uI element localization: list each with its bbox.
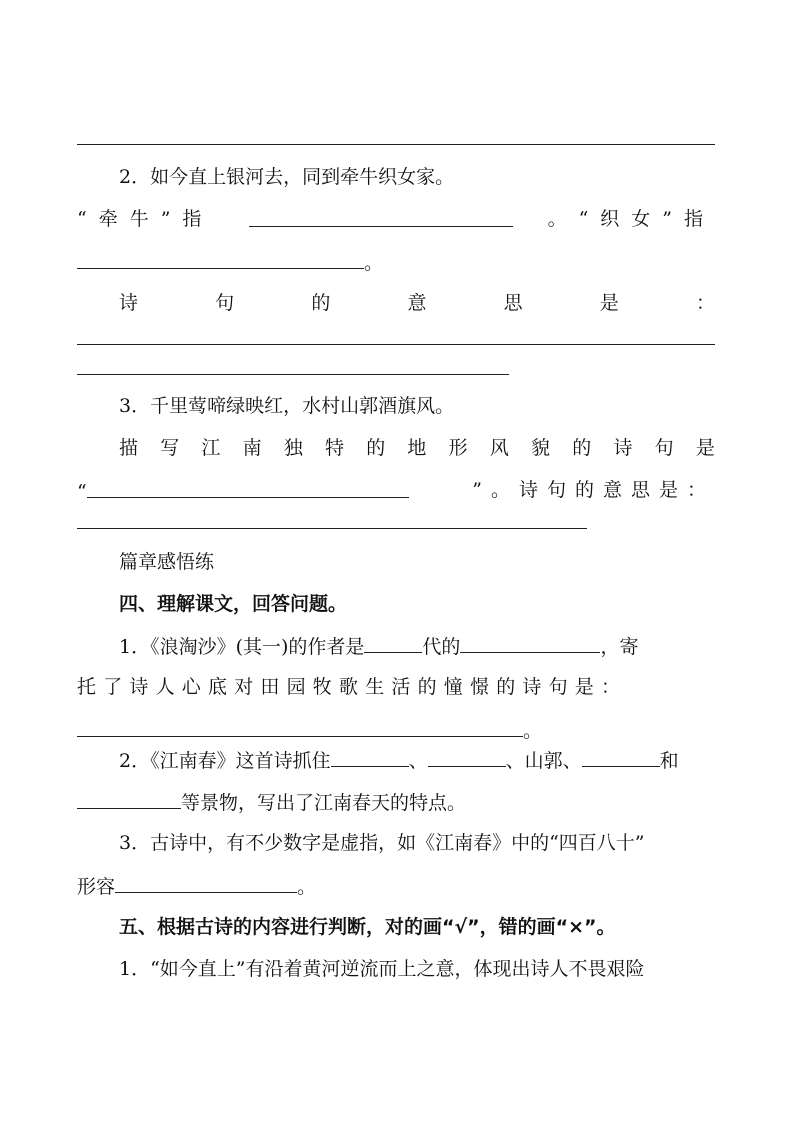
- part-4-question-1-line2: 托了诗人心底对田园牧歌生活的憧憬的诗句是：: [77, 676, 628, 698]
- question-2-meaning: [119, 290, 715, 316]
- part-4-question-3: 3．古诗中，有不少数字是虚指，如《江南春》中的“四百八十”: [119, 832, 645, 854]
- prompt-text: 。“织女”指: [547, 208, 715, 230]
- char: 写: [160, 437, 180, 459]
- char: 的: [311, 292, 331, 314]
- answer-blank[interactable]: [77, 788, 181, 809]
- question-text: 等景物，写出了江南春天的特点。: [181, 792, 467, 814]
- open-quote: “: [77, 481, 87, 503]
- question-3-answer: [77, 477, 715, 505]
- end-mark: 。: [297, 876, 317, 898]
- answer-blank[interactable]: [87, 477, 409, 498]
- answer-blank[interactable]: [249, 206, 513, 227]
- answer-blank[interactable]: [331, 746, 409, 767]
- part-4-heading: 四、理解课文，回答问题。: [119, 593, 348, 615]
- char: 意: [407, 292, 427, 314]
- char: 句: [654, 437, 674, 459]
- question-2: [119, 164, 715, 190]
- char: 思: [503, 292, 523, 314]
- question-3-description: [119, 435, 715, 461]
- char: 是: [599, 292, 619, 314]
- answer-blank[interactable]: [460, 632, 600, 653]
- char: 的: [366, 437, 386, 459]
- char: ：: [695, 292, 715, 314]
- question-text: 1．《浪淘沙》(其一)的作者是: [119, 636, 365, 658]
- end-mark: 。: [364, 252, 384, 274]
- part-4-question-3-line2: [77, 872, 715, 900]
- answer-blank[interactable]: [582, 746, 660, 767]
- answer-line: [77, 528, 587, 529]
- answer-blank[interactable]: [115, 872, 297, 893]
- prompt-text: “牵牛”指: [77, 208, 214, 230]
- char: 句: [215, 292, 235, 314]
- question-text: ，寄: [600, 636, 639, 658]
- part-4-question-1: [119, 632, 715, 660]
- char: 江: [201, 437, 221, 459]
- prompt-text: ”。诗句的意思是：: [472, 479, 715, 501]
- char: 南: [242, 437, 262, 459]
- answer-line: [77, 344, 715, 345]
- answer-blank[interactable]: [428, 746, 506, 767]
- char: 风: [489, 437, 509, 459]
- part-5-heading: 五、根据古诗的内容进行判断，对的画“√”，错的画“×”。: [119, 916, 616, 938]
- char: 地: [407, 437, 427, 459]
- char: 的: [572, 437, 592, 459]
- question-text: 代的: [422, 636, 461, 658]
- char: 描: [119, 437, 139, 459]
- question-text: 形容: [77, 876, 116, 898]
- char: 诗: [119, 292, 139, 314]
- char: 貌: [531, 437, 551, 459]
- section-title: 篇章感悟练: [119, 551, 215, 573]
- question-text: 2．如今直上银河去，同到牵牛织女家。: [119, 166, 455, 188]
- question-text: 、山郭、: [505, 750, 582, 772]
- question-text: 2．《江南春》这首诗抓住: [119, 750, 331, 772]
- part-4-question-1-answer: [77, 716, 715, 744]
- part-4-question-2: [119, 746, 715, 774]
- question-text: 3．千里莺啼绿映红，水村山郭酒旗风。: [119, 395, 455, 417]
- char: 形: [448, 437, 468, 459]
- end-mark: 。: [523, 720, 543, 742]
- question-2-zhinu-answer: [77, 248, 715, 276]
- answer-blank[interactable]: [364, 632, 422, 653]
- answer-line: [77, 144, 715, 145]
- answer-blank[interactable]: [77, 248, 364, 269]
- part-5-question-1: 1．“如今直上”有沿着黄河逆流而上之意，体现出诗人不畏艰险: [119, 958, 645, 980]
- question-text: 和: [659, 750, 679, 772]
- char: 是: [695, 437, 715, 459]
- char: 特: [325, 437, 345, 459]
- answer-line: [77, 374, 509, 375]
- question-2-niulang: [77, 206, 715, 232]
- separator: 、: [408, 750, 428, 772]
- answer-blank[interactable]: [77, 716, 523, 737]
- char: 诗: [613, 437, 633, 459]
- part-4-question-2-line2: [77, 788, 715, 816]
- char: 独: [283, 437, 303, 459]
- question-3: [119, 393, 715, 419]
